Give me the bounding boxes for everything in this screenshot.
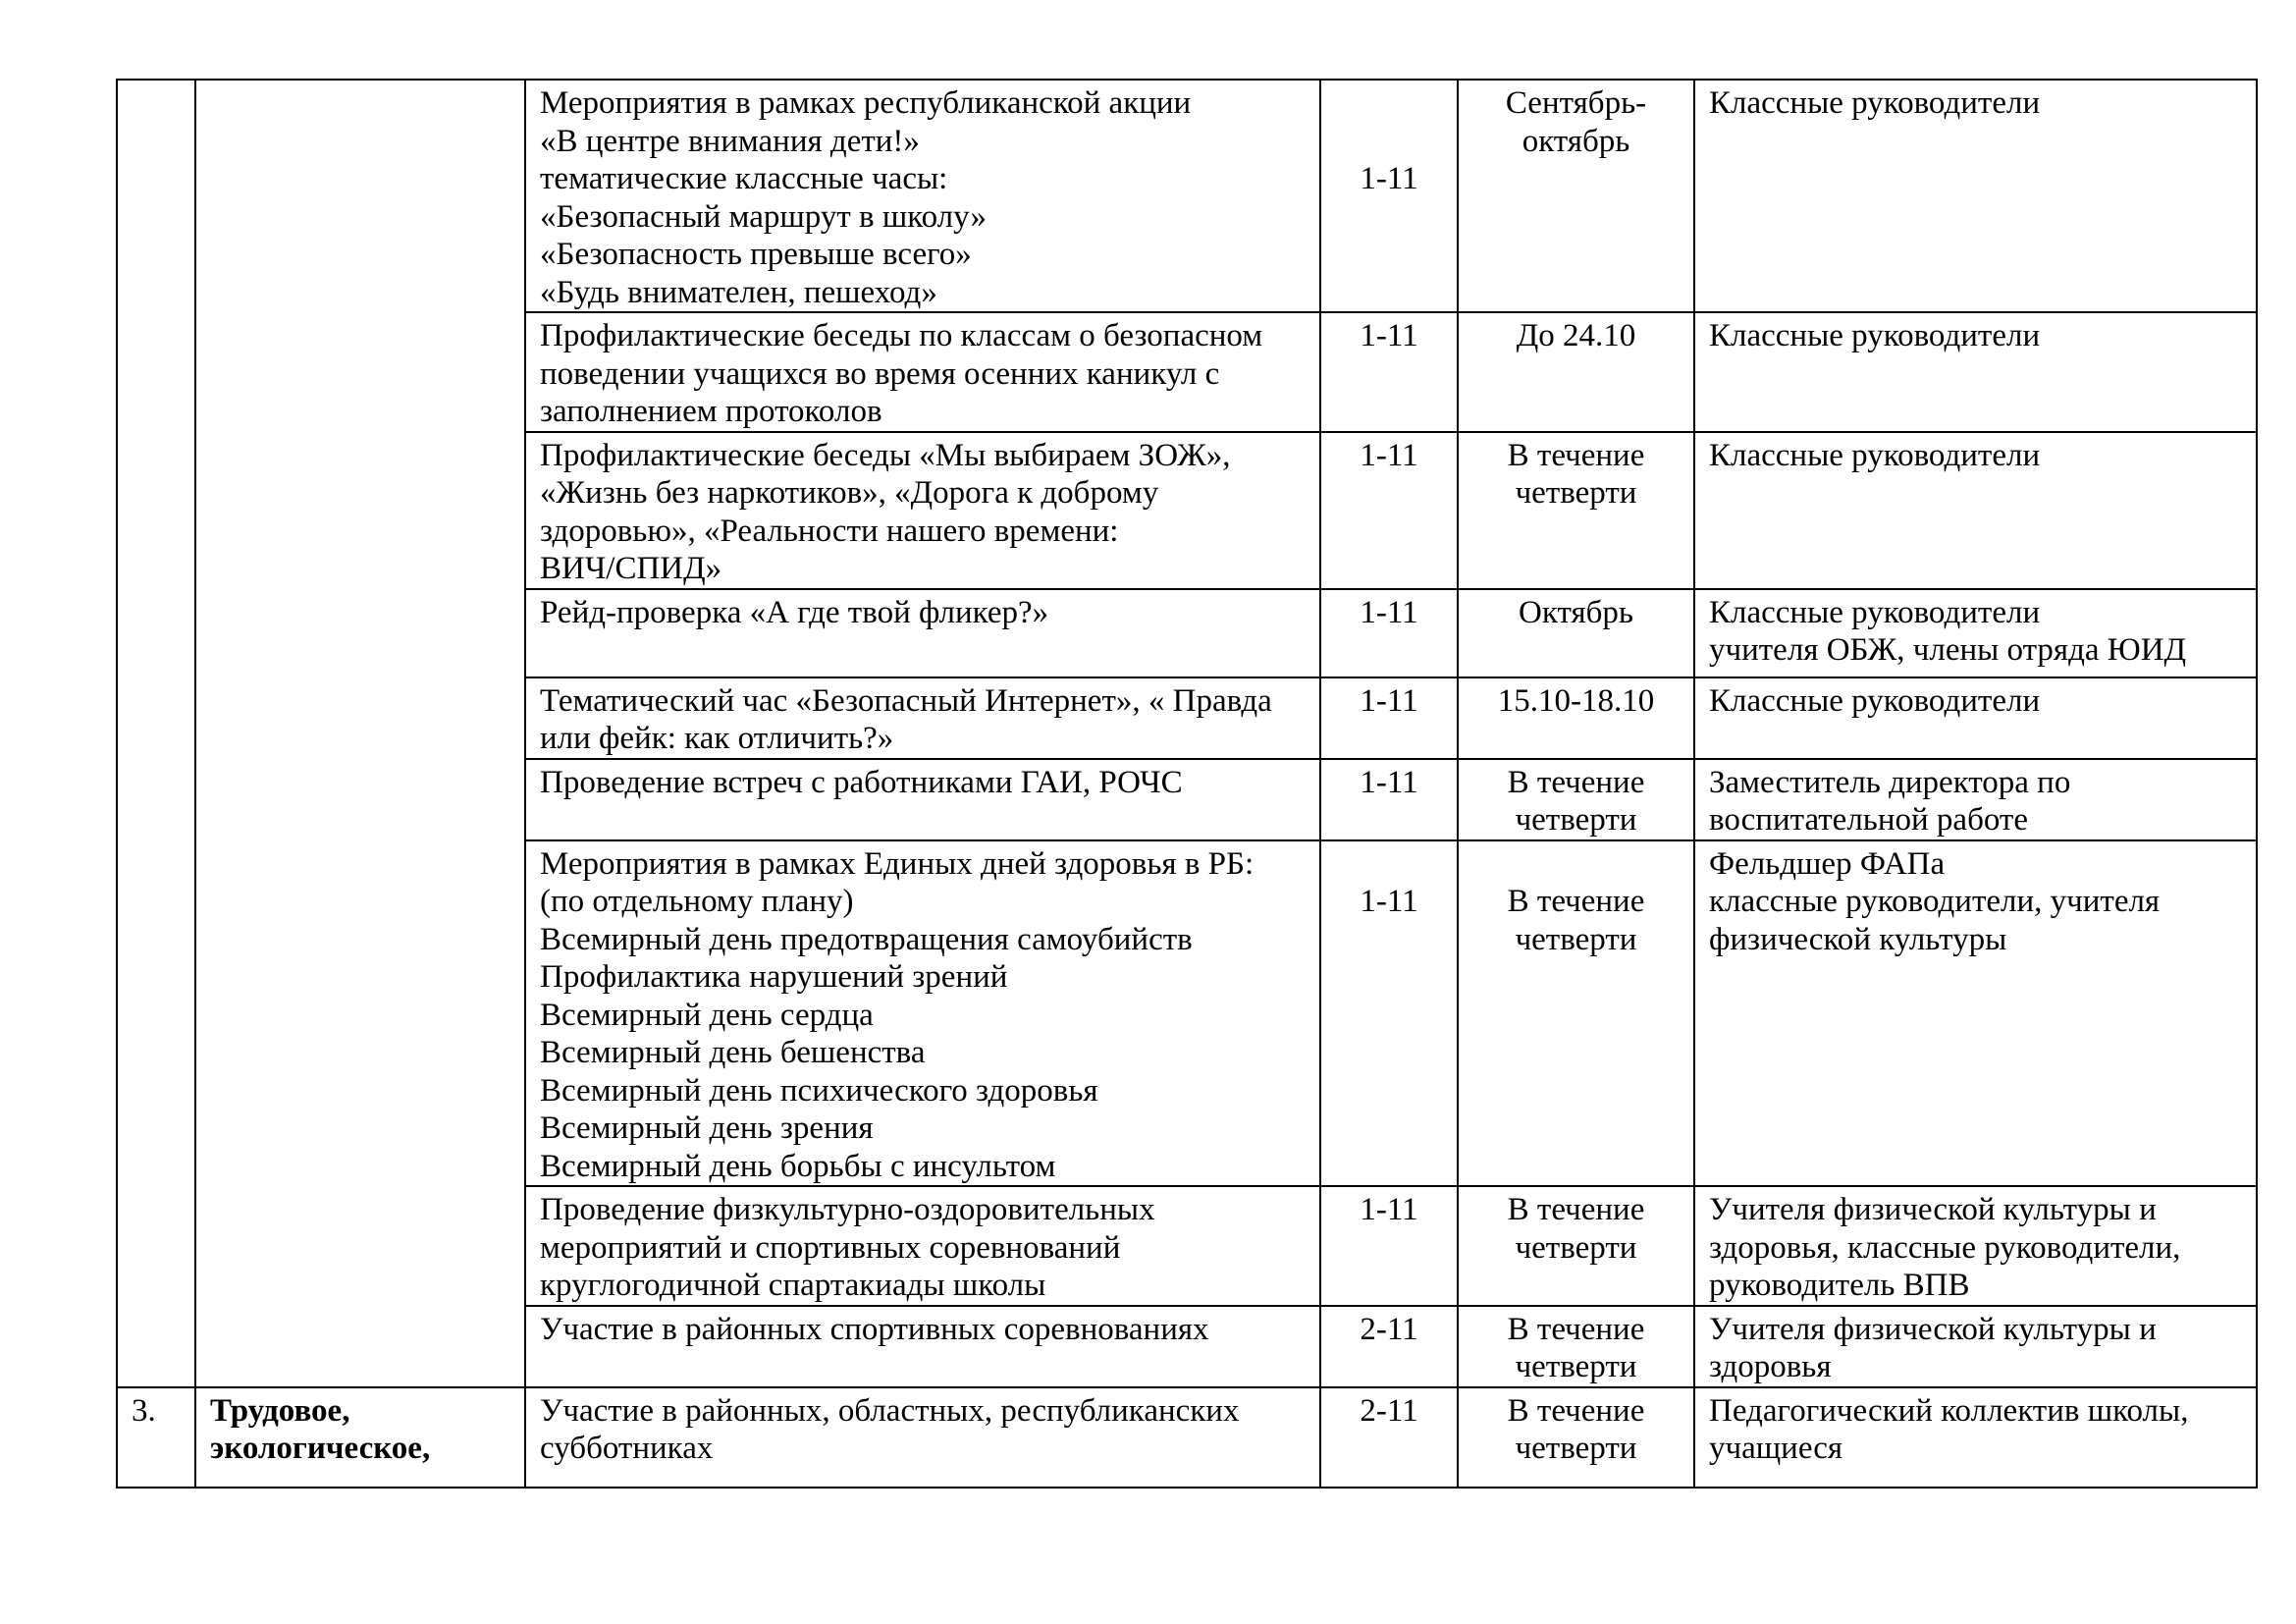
event-cell: Мероприятия в рамках Единых дней здоровья в РБ: (по отдельному плану) Всемирный день предотвращения самоубийств Профилактика нарушений зрений Всемирный день сердца Всемирный день бешенства Всемирный день психического здоровья Всемирный день зрения Всемирный день борьбы с инсультом [525,840,1320,1187]
responsible-cell: Учителя физической культуры и здоровья [1694,1306,2257,1387]
responsible-cell: Фельдшер ФАПа классные руководители, учителя физической культуры [1694,840,2257,1187]
dates-cell: До 24.10 [1458,312,1694,432]
grades-cell: 2-11 [1320,1306,1458,1387]
dates-cell: 15.10-18.10 [1458,677,1694,759]
grades-cell: 2-11 [1320,1387,1458,1488]
grades-cell: 1-11 [1320,432,1458,589]
event-cell: Проведение физкультурно-оздоровительных мероприятий и спортивных соревнований круглогодичной спартакиады школы [525,1186,1320,1306]
direction-cell: Трудовое, экологическое, [195,1387,525,1488]
event-cell: Участие в районных спортивных соревнованиях [525,1306,1320,1387]
responsible-cell: Классные руководители учителя ОБЖ, члены отряда ЮИД [1694,589,2257,677]
event-cell: Профилактические беседы по классам о безопасном поведении учащихся во время осенних каникул с заполнением протоколов [525,312,1320,432]
responsible-cell: Классные руководители [1694,312,2257,432]
table-row [117,80,2257,312]
direction-cell [195,80,525,1387]
dates-cell: В течение четверти [1458,759,1694,840]
responsible-cell: Учителя физической культуры и здоровья, классные руководители, руководитель ВПВ [1694,1186,2257,1306]
dates-cell: В течение четверти [1458,840,1694,1187]
plan-table [116,79,2258,1489]
event-cell: Мероприятия в рамках республиканской акции «В центре внимания дети!» тематические классные часы: «Безопасный маршрут в школу» «Безопасность превыше всего» «Будь внимателен, пешеход» [525,80,1320,312]
responsible-cell: Классные руководители [1694,80,2257,312]
responsible-cell: Педагогический коллектив школы, учащиеся [1694,1387,2257,1488]
dates-cell: Сентябрь- октябрь [1458,80,1694,312]
grades-cell: 1-11 [1320,759,1458,840]
grades-cell: 1-11 [1320,312,1458,432]
grades-cell: 1-11 [1320,1186,1458,1306]
event-cell: Рейд-проверка «А где твой фликер?» [525,589,1320,677]
event-cell: Профилактические беседы «Мы выбираем ЗОЖ», «Жизнь без наркотиков», «Дорога к доброму здоровью», «Реальности нашего времени: ВИЧ/СПИД» [525,432,1320,589]
grades-cell: 1-11 [1320,589,1458,677]
responsible-cell: Классные руководители [1694,677,2257,759]
responsible-cell: Заместитель директора по воспитательной работе [1694,759,2257,840]
dates-cell: Октябрь [1458,589,1694,677]
event-cell: Проведение встреч с работниками ГАИ, РОЧС [525,759,1320,840]
row-number-cell [117,80,195,1387]
grades-cell: 1-11 [1320,840,1458,1187]
responsible-cell: Классные руководители [1694,432,2257,589]
dates-cell: В течение четверти [1458,1387,1694,1488]
grades-cell: 1-11 [1320,80,1458,312]
event-cell: Участие в районных, областных, республиканских субботниках [525,1387,1320,1488]
table-row [117,1387,2257,1488]
dates-cell: В течение четверти [1458,1186,1694,1306]
row-number-cell: 3. [117,1387,195,1488]
event-cell: Тематический час «Безопасный Интернет», « Правда или фейк: как отличить?» [525,677,1320,759]
dates-cell: В течение четверти [1458,432,1694,589]
grades-cell: 1-11 [1320,677,1458,759]
dates-cell: В течение четверти [1458,1306,1694,1387]
